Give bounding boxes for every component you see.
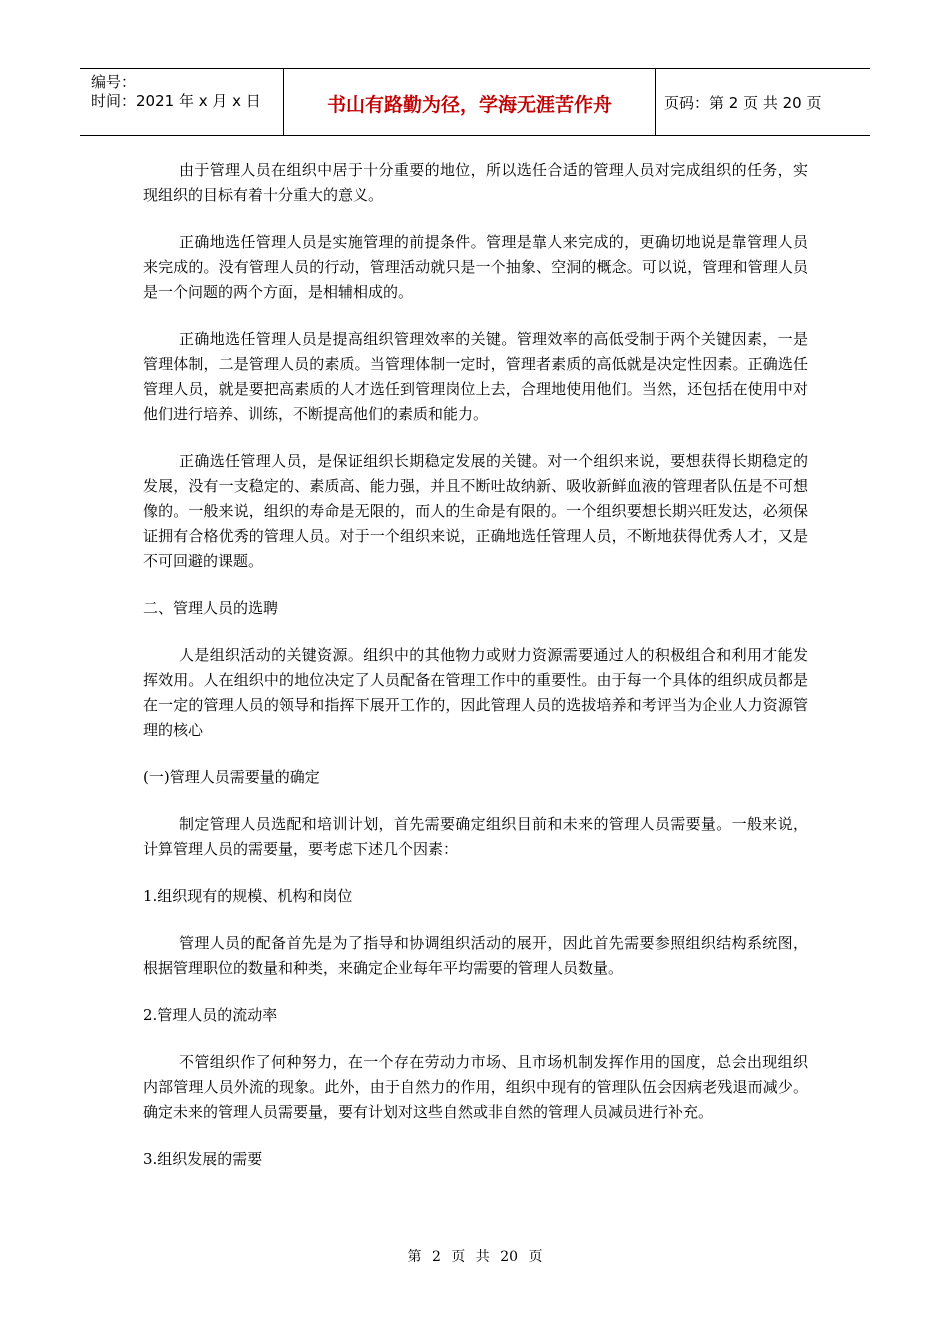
paragraph: 人是组织活动的关键资源。组织中的其他物力或财力资源需要通过人的积极组合和利用才能发挥效用。人在组织中的地位决定了人员配备在管理工作中的重要性。由于每一个具体的组织成员都是在一定的管理人员的领导和指挥下展开工作的，因此管理人员的选拔培养和考评当为企业人力资源管理的核心: [143, 646, 808, 739]
paragraph: 正确地选任管理人员是提高组织管理效率的关键。管理效率的高低受制于两个关键因素，一是管理体制，二是管理人员的素质。当管理体制一定时，管理者素质的高低就是决定性因素。正确选任管理人员，就是要把高素质的人才选任到管理岗位上去，合理地使用他们。当然，还包括在使用中对他们进行培养、训练，不断提高他们的素质和能力。: [143, 330, 808, 423]
document-number-label: 编号：: [91, 73, 137, 91]
page-header: [80, 68, 870, 136]
document-date: 时间：2021 年 x 月 x 日: [91, 92, 261, 110]
paragraph: 正确选任管理人员，是保证组织长期稳定发展的关键。对一个组织来说，要想获得长期稳定的发展，没有一支稳定的、素质高、能力强，并且不断吐故纳新、吸收新鲜血液的管理者队伍是不可想像的。一般来说，组织的寿命是无限的，而人的生命是有限的。一个组织要想长期兴旺发达，必须保证拥有合格优秀的管理人员。对于一个组织来说，正确地选任管理人员，不断地获得优秀人才，又是不可回避的课题。: [143, 452, 808, 570]
list-item-heading: 3.组织发展的需要: [143, 1150, 263, 1168]
header-meta: [80, 69, 283, 135]
paragraph: 管理人员的配备首先是为了指导和协调组织活动的展开，因此首先需要参照组织结构系统图，根据管理职位的数量和种类，来确定企业每年平均需要的管理人员数量。: [143, 934, 808, 977]
document-body: [143, 158, 808, 1194]
header-motto: 书山有路勤为径，学海无涯苦作舟: [283, 69, 656, 135]
paragraph: 不管组织作了何种努力，在一个存在劳动力市场、且市场机制发挥作用的国度，总会出现组织内部管理人员外流的现象。此外，由于自然力的作用，组织中现有的管理队伍会因病老残退而减少。确定未来的管理人员需要量，要有计划对这些自然或非自然的管理人员减员进行补充。: [143, 1053, 808, 1121]
paragraph: 由于管理人员在组织中居于十分重要的地位，所以选任合适的管理人员对完成组织的任务，实现组织的目标有着十分重大的意义。: [143, 161, 808, 204]
header-page-code: 页码：第 2 页 共 20 页: [664, 93, 822, 112]
list-item-heading: 1.组织现有的规模、机构和岗位: [143, 887, 353, 905]
list-item-heading: 2.管理人员的流动率: [143, 1006, 278, 1024]
section-heading: 二、管理人员的选聘: [143, 599, 279, 617]
subsection-heading: (一)管理人员需要量的确定: [143, 768, 320, 786]
page-footer: 第 2 页 共 20 页: [407, 1249, 543, 1265]
paragraph: 制定管理人员选配和培训计划，首先需要确定组织目前和未来的管理人员需要量。一般来说，计算管理人员的需要量，要考虑下述几个因素：: [143, 815, 808, 858]
paragraph: 正确地选任管理人员是实施管理的前提条件。管理是靠人来完成的，更确切地说是靠管理人员来完成的。没有管理人员的行动，管理活动就只是一个抽象、空洞的概念。可以说，管理和管理人员是一个问题的两个方面，是相辅相成的。: [143, 233, 808, 301]
